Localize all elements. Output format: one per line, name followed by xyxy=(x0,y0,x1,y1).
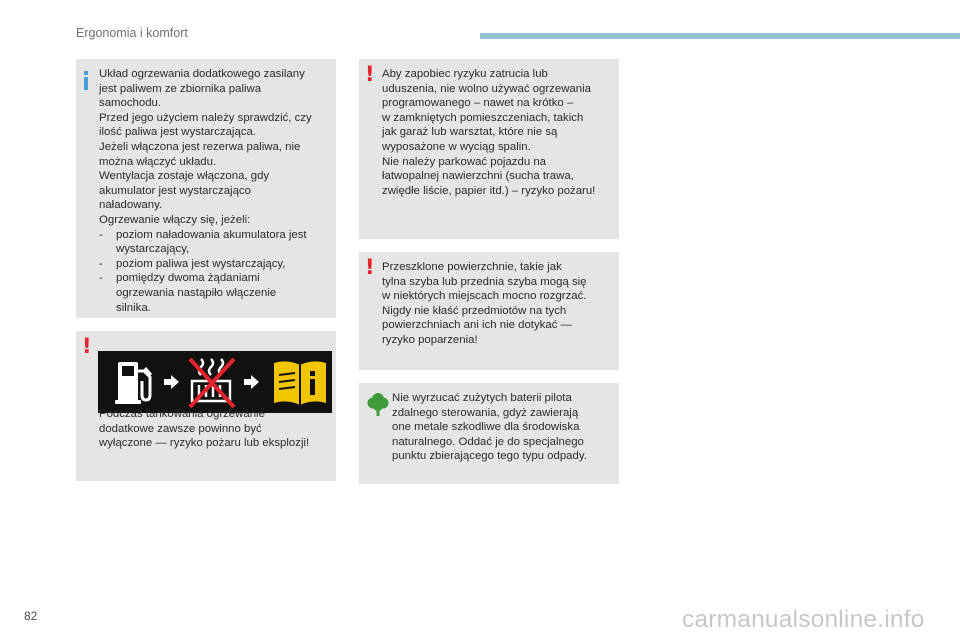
poison-warning-line: jak garaż lub warsztat, które nie są xyxy=(382,126,558,139)
battery-eco-line: zdalnego sterowania, gdyż zawierają xyxy=(392,406,579,419)
header-accent-bar xyxy=(480,33,960,39)
warning-icon: ! xyxy=(365,255,375,279)
refuelling-pictogram xyxy=(98,351,332,413)
poison-warning-line: programowanego – nawet na krótko – xyxy=(382,97,574,110)
list-item-text: poziom paliwa jest wystarczający, xyxy=(116,257,286,270)
info-line: akumulator jest wystarczająco xyxy=(99,184,251,197)
info-line: samochodu. xyxy=(99,97,162,110)
info-line: ilość paliwa jest wystarczająca. xyxy=(99,126,256,139)
glass-warning-line: w niektórych miejscach mocno rozgrzać. xyxy=(382,290,587,303)
list-item xyxy=(99,228,330,257)
glass-warning-line: powierzchniach ani ich nie dotykać — xyxy=(382,319,572,332)
poison-warning-line: zwiędłe liście, papier itd.) – ryzyko pożaru! xyxy=(382,184,596,197)
heater-crossed-icon xyxy=(190,359,234,407)
fuel-warning-line: wyłączone — ryzyko pożaru lub eksplozji! xyxy=(99,437,310,450)
tree-icon xyxy=(367,391,389,422)
arrow-right-icon xyxy=(164,375,179,389)
glass-warning-line: Nigdy nie kłaść przedmiotów na tych xyxy=(382,304,567,317)
list-item xyxy=(99,257,330,272)
list-item-text: silnika. xyxy=(116,301,151,314)
info-line: naładowany. xyxy=(99,199,163,212)
poison-warning-line: wyposażone w wyciąg spalin. xyxy=(382,140,531,153)
poison-warning-line: Nie należy parkować pojazdu na xyxy=(382,155,546,168)
poison-warning-line: w zamkniętych pomieszczeniach, takich xyxy=(382,111,584,124)
poison-warning-line: łatwopalnej nawierzchni (sucha trawa, xyxy=(382,170,574,183)
warning-icon: ! xyxy=(365,62,375,86)
fuel-pump-icon xyxy=(115,362,151,404)
battery-eco-line: one metale szkodliwe dla środowiska xyxy=(392,421,580,434)
battery-eco-box xyxy=(359,383,619,484)
list-item xyxy=(99,271,330,315)
info-line: Ogrzewanie włączy się, jeżeli: xyxy=(99,213,251,226)
info-line: można włączyć układu. xyxy=(99,155,217,168)
fuel-warning-line: dodatkowe zawsze powinno być xyxy=(99,422,262,435)
info-line: Wentylacja zostaje włączona, gdy xyxy=(99,170,270,183)
list-item-text: poziom naładowania akumulatora jest xyxy=(116,228,307,241)
glass-warning-box xyxy=(359,252,619,370)
poison-warning-box xyxy=(359,59,619,239)
list-dash: - xyxy=(99,228,103,241)
warning-icon: ! xyxy=(82,334,92,358)
manual-book-icon xyxy=(274,361,326,405)
battery-eco-line: punktu zbierającego tego typu odpady. xyxy=(392,450,587,463)
poison-warning-line: uduszenia, nie wolno używać ogrzewania xyxy=(382,82,591,95)
glass-warning-line: Przeszklone powierzchnie, takie jak xyxy=(382,261,562,273)
list-item-text: pomiędzy dwoma żądaniami xyxy=(116,272,260,285)
battery-eco-line: Nie wyrzucać zużytych baterii pilota xyxy=(392,392,572,404)
glass-warning-line: tylna szyba lub przednia szyba mogą się xyxy=(382,275,587,288)
battery-eco-line: naturalnego. Oddać je do specjalnego xyxy=(392,435,584,448)
list-item-text: wystarczający, xyxy=(116,243,190,256)
list-dash: - xyxy=(99,257,103,270)
info-line: Przed jego użyciem należy sprawdzić, czy xyxy=(99,111,312,124)
info-note-box xyxy=(76,59,336,318)
info-line: Układ ogrzewania dodatkowego zasilany xyxy=(99,68,305,80)
poison-warning-line: Aby zapobiec ryzyku zatrucia lub xyxy=(382,68,548,80)
page-number: 82 xyxy=(24,609,38,623)
fuel-warning-box xyxy=(76,331,336,481)
list-dash: - xyxy=(99,272,103,285)
info-line: Jeżeli włączona jest rezerwa paliwa, nie xyxy=(99,140,301,153)
fuel-warning-line: Podczas tankowania ogrzewanie xyxy=(99,408,265,420)
arrow-right-icon xyxy=(244,375,259,389)
watermark: carmanualsonline.info xyxy=(682,606,925,633)
glass-warning-line: ryzyko poparzenia! xyxy=(382,333,478,346)
info-icon xyxy=(84,71,88,89)
section-title: Ergonomia i komfort xyxy=(76,26,188,40)
list-item-text: ogrzewania nastąpiło włączenie xyxy=(116,286,277,299)
info-line: jest paliwem ze zbiornika paliwa xyxy=(99,82,262,95)
